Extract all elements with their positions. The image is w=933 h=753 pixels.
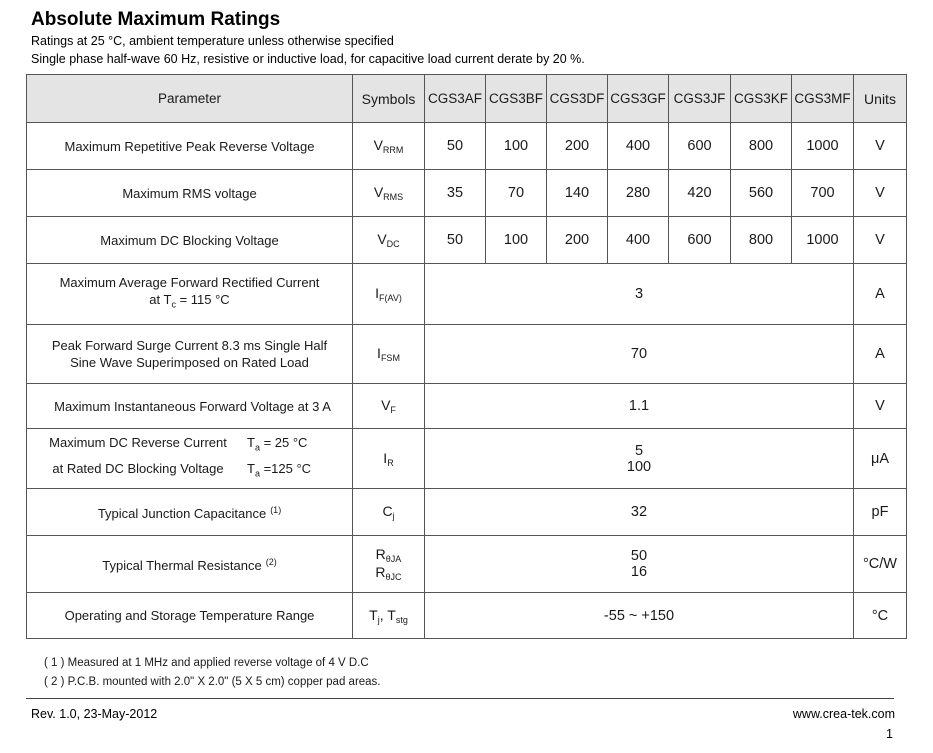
unit-cell: V <box>854 123 907 170</box>
unit-cell: V <box>854 384 907 429</box>
value-cell: 560 <box>731 170 792 217</box>
parameter-cell: Typical Thermal Resistance $^{(2)}$ <box>27 536 353 593</box>
value-cell: 600 <box>669 123 731 170</box>
parameter-cell: Maximum Instantaneous Forward Voltage at 3 A <box>27 384 353 429</box>
value-cell: 280 <box>608 170 669 217</box>
table-header-row <box>27 75 907 123</box>
header-units: Units <box>854 75 907 123</box>
table-row <box>27 123 907 170</box>
header-part: CGS3KF <box>731 75 792 123</box>
symbol-cell: $V_{RMS}$ <box>353 170 425 217</box>
symbol-cell: $V_{DC}$ <box>353 217 425 264</box>
page-number: 1 <box>886 727 893 741</box>
revision-text: Rev. 1.0, 23-May-2012 <box>31 707 158 721</box>
footnote-2: ( 2 ) P.C.B. mounted with 2.0" X 2.0" (5 X 5 cm) copper pad areas. <box>44 676 381 688</box>
website-text: www.crea-tek.com <box>792 707 895 721</box>
symbol-cell: $V_{RRM}$ <box>353 123 425 170</box>
value-cell: 5 100 <box>425 429 854 489</box>
parameter-cell: Maximum RMS voltage <box>27 170 353 217</box>
value-cell: 50 16 <box>425 536 854 593</box>
header-parameter: Parameter <box>27 75 353 123</box>
value-cell: 35 <box>425 170 486 217</box>
value-cell: 400 <box>608 217 669 264</box>
footer-divider <box>26 698 894 699</box>
symbol-cell: $T_j$, $T_{stg}$ <box>353 593 425 639</box>
value-cell: 1000 <box>792 123 854 170</box>
value-cell: 420 <box>669 170 731 217</box>
footnote-ref: (2) <box>265 557 277 567</box>
value-cell: 200 <box>547 123 608 170</box>
unit-cell: V <box>854 217 907 264</box>
value-cell: 50 <box>425 123 486 170</box>
value-cell: -55 ~ +150 <box>425 593 854 639</box>
header-part: CGS3BF <box>486 75 547 123</box>
table-row <box>27 593 907 639</box>
unit-cell: °C <box>854 593 907 639</box>
footnote-ref: (1) <box>270 505 282 515</box>
parameter-cell: Maximum Average Forward Rectified Current at $T_c = 115$ °C <box>27 264 353 325</box>
value-cell: 800 <box>731 123 792 170</box>
value-cell: 200 <box>547 217 608 264</box>
value-cell: 1.1 <box>425 384 854 429</box>
page-title: Absolute Maximum Ratings <box>31 9 281 30</box>
table-row <box>27 264 907 325</box>
table-row <box>27 170 907 217</box>
table-row <box>27 384 907 429</box>
unit-cell: pF <box>854 489 907 536</box>
value-cell: 800 <box>731 217 792 264</box>
ratings-table <box>26 74 907 639</box>
table-row <box>27 489 907 536</box>
header-symbols: Symbols <box>353 75 425 123</box>
value-cell: 140 <box>547 170 608 217</box>
unit-cell: A <box>854 325 907 384</box>
parameter-cell: Maximum DC Blocking Voltage <box>27 217 353 264</box>
symbol-cell: $V_F$ <box>353 384 425 429</box>
parameter-cell: Operating and Storage Temperature Range <box>27 593 353 639</box>
value-cell: 600 <box>669 217 731 264</box>
load-condition-text: Single phase half-wave 60 Hz, resistive or inductive load, for capacitive load current derate by 20 %. <box>31 52 585 66</box>
value-cell: 3 <box>425 264 854 325</box>
table-row <box>27 325 907 384</box>
value-cell: 400 <box>608 123 669 170</box>
table-row <box>27 217 907 264</box>
header-part: CGS3JF <box>669 75 731 123</box>
parameter-cell: Peak Forward Surge Current 8.3 ms Single Half Sine Wave Superimposed on Rated Load <box>27 325 353 384</box>
value-cell: 1000 <box>792 217 854 264</box>
symbol-cell: $I_{F(AV)}$ <box>353 264 425 325</box>
header-part: CGS3MF <box>792 75 854 123</box>
symbol-cell: $R_{\theta JA}$ $R_{\theta JC}$ <box>353 536 425 593</box>
value-cell: 70 <box>486 170 547 217</box>
value-cell: 50 <box>425 217 486 264</box>
parameter-cell: Maximum DC Reverse Current $T_a = 25$ °C at Rated DC Blocking Voltage $T_a =125$ °C <box>27 429 353 489</box>
unit-cell: V <box>854 170 907 217</box>
value-cell: 32 <box>425 489 854 536</box>
symbol-cell: $C_j$ <box>353 489 425 536</box>
value-cell: 70 <box>425 325 854 384</box>
table-row <box>27 429 907 489</box>
ratings-condition-text: Ratings at 25 °C, ambient temperature unless otherwise specified <box>31 34 394 48</box>
header-part: CGS3AF <box>425 75 486 123</box>
symbol-cell: $I_{FSM}$ <box>353 325 425 384</box>
unit-cell: °C/W <box>854 536 907 593</box>
header-part: CGS3DF <box>547 75 608 123</box>
value-cell: 700 <box>792 170 854 217</box>
footnote-1: ( 1 ) Measured at 1 MHz and applied reverse voltage of 4 V D.C <box>44 657 369 669</box>
unit-cell: A <box>854 264 907 325</box>
header-part: CGS3GF <box>608 75 669 123</box>
value-cell: 100 <box>486 217 547 264</box>
symbol-cell: $I_R$ <box>353 429 425 489</box>
value-cell: 100 <box>486 123 547 170</box>
unit-cell: μA <box>854 429 907 489</box>
table-row <box>27 536 907 593</box>
parameter-cell: Typical Junction Capacitance $^{(1)}$ <box>27 489 353 536</box>
parameter-cell: Maximum Repetitive Peak Reverse Voltage <box>27 123 353 170</box>
